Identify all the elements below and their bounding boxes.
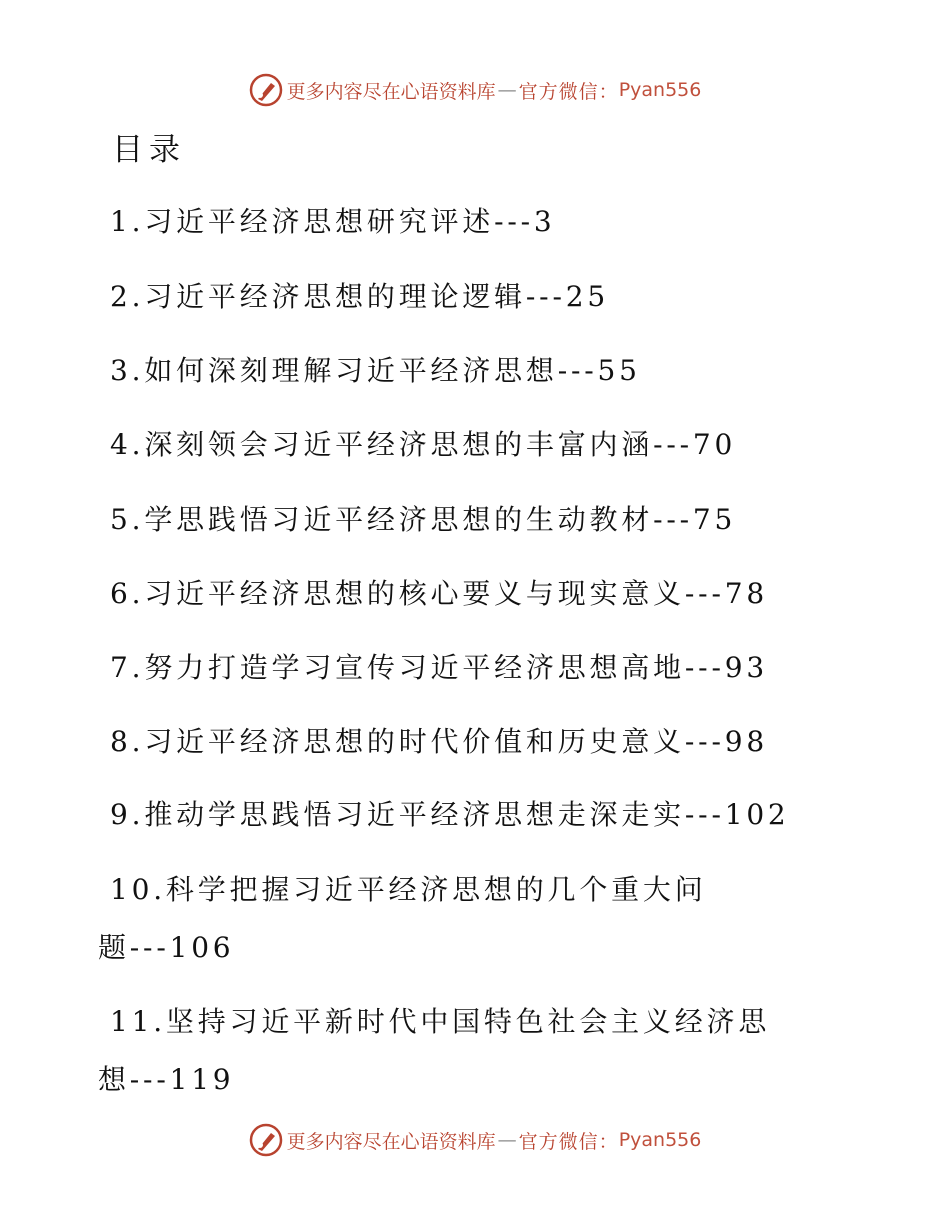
pen-logo-icon xyxy=(249,73,283,107)
toc-title: 目录 xyxy=(112,132,186,168)
toc-item: 10.科学把握习近平经济思想的几个重大问 xyxy=(110,873,707,906)
toc-item: 3.如何深刻理解习近平经济思想---55 xyxy=(110,354,641,387)
toc-item: 6.习近平经济思想的核心要义与现实意义---78 xyxy=(110,577,768,610)
watermark-separator: — xyxy=(497,79,517,101)
watermark-wechat-id: Pyan556 xyxy=(618,1129,702,1151)
toc-item: 4.深刻领会习近平经济思想的丰富内涵---70 xyxy=(110,428,737,461)
watermark-separator: — xyxy=(497,1129,517,1151)
toc-item: 8.习近平经济思想的时代价值和历史意义---98 xyxy=(110,725,768,758)
watermark-label: 官方微信： xyxy=(518,1130,619,1153)
header-watermark xyxy=(0,70,950,110)
toc-item: 7.努力打造学习宣传习近平经济思想高地---93 xyxy=(110,651,768,684)
pen-logo-icon xyxy=(249,1123,283,1157)
watermark-wechat-id: Pyan556 xyxy=(618,79,702,101)
toc-item-continuation: 题---106 xyxy=(98,931,235,964)
toc-item: 2.习近平经济思想的理论逻辑---25 xyxy=(110,280,609,313)
watermark-site-text: 更多内容尽在心语资料库 xyxy=(286,80,496,103)
footer-watermark xyxy=(0,1120,950,1160)
toc-item: 5.学思践悟习近平经济思想的生动教材---75 xyxy=(110,503,737,536)
toc-item: 9.推动学思践悟习近平经济思想走深走实---102 xyxy=(110,798,790,831)
watermark-label: 官方微信： xyxy=(518,80,619,103)
toc-item: 11.坚持习近平新时代中国特色社会主义经济思 xyxy=(110,1005,771,1038)
watermark-site-text: 更多内容尽在心语资料库 xyxy=(286,1130,496,1153)
toc-item: 1.习近平经济思想研究评述---3 xyxy=(110,205,556,238)
toc-item-continuation: 想---119 xyxy=(98,1063,235,1096)
